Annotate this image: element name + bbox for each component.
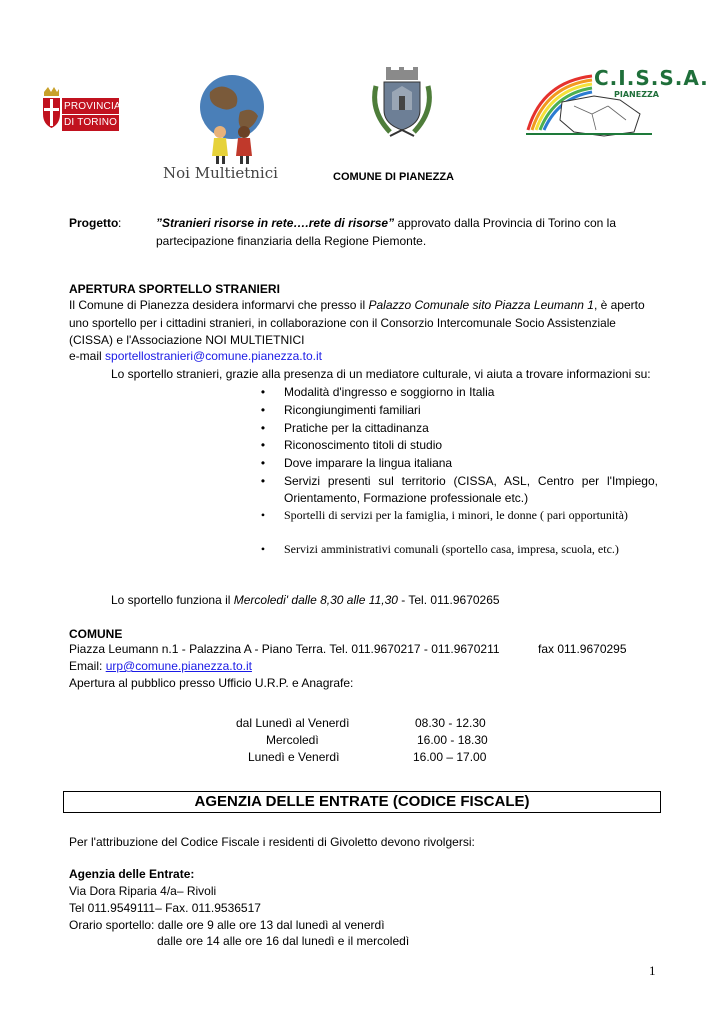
sportello-line3: (CISSA) e l'Associazione NOI MULTIETNICI	[69, 333, 305, 347]
noi-multietnici-caption: Noi Multietnici	[163, 164, 278, 182]
sportello-schedule	[111, 592, 500, 608]
list-item: • Ricongiungimenti familiari	[258, 402, 658, 418]
hours-days: Mercoledì	[266, 733, 319, 747]
provincia-logo-line1: PROVINCIA	[64, 101, 121, 112]
project-label: Progetto	[69, 216, 119, 230]
hours-days: Lunedì e Venerdì	[248, 750, 340, 764]
comune-email-link[interactable]: urp@comune.pianezza.to.it	[105, 659, 252, 673]
project-label-colon: :	[118, 216, 122, 230]
sportello-line1-b: , è aperto	[593, 298, 645, 312]
schedule-b: - Tel. 011.9670265	[397, 593, 500, 607]
agenzia-hours-1: Orario sportello: dalle ore 9 alle ore 13 dal lunedì al venerdì	[69, 918, 385, 932]
cissa-logo	[522, 66, 709, 144]
schedule-italic: Mercoledi' dalle 8,30 alle 11,30	[233, 593, 398, 607]
agenzia-heading: Agenzia delle Entrate:	[69, 867, 195, 881]
bullet-icon: •	[260, 385, 266, 399]
sportello-email-label: e-mail	[69, 349, 106, 363]
sportello-line1	[69, 297, 645, 313]
project-line2: partecipazione finanziaria della Regione Piemonte.	[156, 234, 427, 248]
sportello-intro: Lo sportello stranieri, grazie alla presenza di un mediatore culturale, vi aiuta a trovare informazioni su:	[111, 367, 651, 381]
sportello-line1-a: Il Comune di Pianezza desidera informarvi che presso il	[69, 298, 369, 312]
comune-opening: Apertura al pubblico presso Ufficio U.R.P. e Anagrafe:	[69, 676, 354, 690]
bullet-icon: •	[260, 421, 266, 435]
list-item: • Pratiche per la cittadinanza	[258, 420, 658, 436]
list-item: • Modalità d'ingresso e soggiorno in Italia	[258, 384, 658, 400]
sportello-heading: APERTURA SPORTELLO STRANIERI	[69, 282, 280, 296]
comune-address: Piazza Leumann n.1 - Palazzina A - Piano Terra. Tel. 011.9670217 - 011.9670211	[69, 642, 500, 656]
schedule-a: Lo sportello funziona il	[111, 593, 234, 607]
list-item: • Sportelli di servizi per la famiglia, i minori, le donne ( pari opportunità)	[258, 507, 658, 543]
project-title: ”Stranieri risorse in rete….rete di risorse”	[156, 216, 395, 230]
hours-days: dal Lunedì al Venerdì	[236, 716, 350, 730]
provincia-torino-logo	[40, 86, 120, 134]
project-line1	[156, 215, 616, 231]
cissa-logo-title: C.I.S.S.A.	[594, 66, 709, 90]
comune-title: COMUNE DI PIANEZZA	[333, 171, 454, 183]
bullet-icon: •	[260, 542, 266, 556]
list-item: • Servizi amministrativi comunali (sportello casa, impresa, scuola, etc.)	[258, 541, 658, 577]
comune-email-label: Email:	[69, 659, 106, 673]
list-item: • Riconoscimento titoli di studio	[258, 437, 658, 453]
hours-time: 16.00 - 18.30	[417, 733, 488, 747]
comune-heading: COMUNE	[69, 627, 123, 641]
hours-time: 08.30 - 12.30	[415, 716, 486, 730]
agenzia-title-box: AGENZIA DELLE ENTRATE (CODICE FISCALE)	[63, 791, 661, 813]
list-item: • Dove imparare la lingua italiana	[258, 455, 658, 471]
sportello-email-row	[69, 348, 322, 364]
sportello-line2: uno sportello per i cittadini stranieri, in collaborazione con il Consorzio Intercomunale Socio Assistenziale	[69, 316, 616, 330]
bullet-icon: •	[260, 438, 266, 452]
bullet-icon: •	[260, 456, 266, 470]
comune-email-row	[69, 658, 252, 674]
hours-time: 16.00 – 17.00	[413, 750, 487, 764]
bullet-icon: •	[260, 508, 266, 522]
sportello-palazzo: Palazzo Comunale sito Piazza Leumann 1	[368, 298, 594, 312]
agenzia-intro: Per l'attribuzione del Codice Fiscale i residenti di Givoletto devono rivolgersi:	[69, 835, 475, 849]
project-line1-rest: approvato dalla Provincia di Torino con la	[394, 216, 617, 230]
list-item: • Servizi presenti sul territorio (CISSA, ASL, Centro per l'Impiego, Orientamento, Formazione professionale etc.)	[258, 473, 658, 507]
agenzia-hours-2: dalle ore 14 alle ore 16 dal lunedì e il mercoledì	[157, 934, 410, 948]
provincia-logo-line2: DI TORINO	[64, 117, 118, 128]
page-number: 1	[649, 963, 656, 978]
agenzia-tel: Tel 011.9549111– Fax. 011.9536517	[69, 901, 261, 915]
agenzia-address: Via Dora Riparia 4/a– Rivoli	[69, 884, 217, 898]
bullet-icon: •	[260, 474, 266, 488]
cissa-logo-subtitle: PIANEZZA	[614, 90, 659, 99]
comune-fax: fax 011.9670295	[538, 642, 627, 656]
noi-multietnici-logo	[188, 72, 278, 164]
pianezza-coat-of-arms	[366, 66, 438, 142]
bullet-icon: •	[260, 403, 266, 417]
sportello-email-link[interactable]: sportellostranieri@comune.pianezza.to.it	[105, 349, 322, 363]
